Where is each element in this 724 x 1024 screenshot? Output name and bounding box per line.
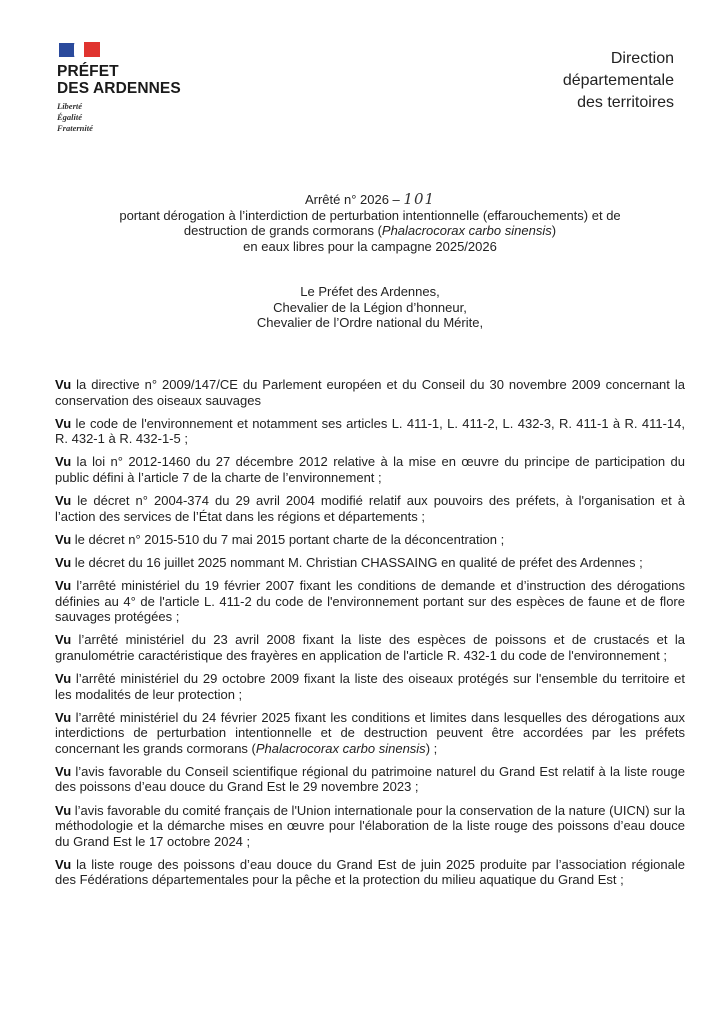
prefet-line2: Chevalier de la Légion d’honneur, [273, 299, 467, 315]
visa-item [55, 803, 685, 850]
issuing-direction [563, 48, 674, 114]
prefet-title-line1: PRÉFET [57, 63, 119, 80]
visa-text: le décret n° 2004-374 du 29 avril 2004 modifié relatif aux pouvoirs des préfets, à l'organisation et à l’action des services de l’État dans les régions et départements ; [55, 493, 685, 524]
visa-text: la directive n° 2009/147/CE du Parlement européen et du Conseil du 30 novembre 2009 concernant la conservation des oiseaux sauvages [55, 377, 685, 408]
motto-liberte: Liberté [57, 101, 83, 111]
visa-text: l’arrêté ministériel du 23 avril 2008 fixant la liste des espèces de poissons et de crustacés et la granulométrie caractéristique des frayères en application de l'article R. 432-1 du code de l'environnement ; [55, 632, 685, 663]
prefet-line1: Le Préfet des Ardennes, [300, 284, 440, 299]
visa-vu-label: Vu [55, 493, 72, 509]
visa-text: le code de l'environnement et notamment ses articles L. 411-1, L. 411-2, L. 432-3, R. 411-1 à R. 411-14, R. 432-1 à R. 432-1-5 ; [55, 415, 685, 447]
visa-item [55, 671, 685, 702]
visa-vu-label: Vu [55, 856, 72, 872]
motto-fraternite: Fraternité [57, 123, 93, 133]
visa-vu-label: Vu [55, 415, 72, 431]
visa-text: la liste rouge des poissons d’eau douce du Grand Est de juin 2025 produite par l’association régionale des Fédérations départementales pour la pêche et la protection du milieu aquatique du Grand Est ; [55, 856, 685, 888]
direction-line3: des territoires [577, 94, 674, 111]
visa-vu-label: Vu [55, 670, 72, 686]
visa-text: l’arrêté ministériel du 29 octobre 2009 fixant la liste des oiseaux protégés sur l'ensemble du territoire et les modalités de leur protection ; [55, 670, 685, 702]
visa-vu-label: Vu [55, 454, 72, 470]
flag-blue-band [59, 43, 75, 57]
subject-text-close: ) [551, 223, 557, 238]
visa-text: le décret du 16 juillet 2025 nommant M. Christian CHASSAING en qualité de préfet des Ardennes ; [71, 554, 643, 570]
prefecture-logo [57, 41, 181, 134]
arrete-heading [80, 192, 660, 254]
visa-vu-label: Vu [55, 632, 72, 648]
visa-item [55, 632, 685, 663]
species-name: Phalacrocorax carbo sinensis [381, 223, 552, 238]
visa-text: la loi n° 2012-1460 du 27 décembre 2012 relative à la mise en œuvre du principe de participation du public défini à l’article 7 de la charte de l’environnement ; [55, 454, 685, 485]
visa-item [55, 555, 685, 571]
visa-vu-label: Vu [55, 763, 72, 779]
prefet-title [57, 63, 181, 97]
visa-item [55, 416, 685, 447]
visa-text: l’avis favorable du Conseil scientifique régional du patrimoine naturel du Grand Est relatif à la liste rouge des poissons d’eau douce du Grand Est le 29 novembre 2023 ; [55, 763, 685, 795]
visa-item [55, 377, 685, 408]
marianne-profile-icon [74, 41, 84, 59]
arrete-number [80, 192, 660, 208]
visa-text: l’avis favorable du comité français de l'Union internationale pour la conservation de la nature (UICN) sur la méthodologie et la démarche mises en œuvre pour l'élaboration de la liste rouge des poissons d’eau douce du Grand Est le 17 octobre 2024 ; [55, 802, 685, 849]
prefet-line3: Chevalier de l’Ordre national du Mérite, [256, 315, 484, 330]
motto-egalite: Égalité [57, 112, 83, 122]
visa-vu-label: Vu [55, 577, 72, 593]
visa-vu-label: Vu [55, 554, 72, 570]
visa-text: l’arrêté ministériel du 19 février 2007 fixant les conditions de demande et d’instruction des dérogations définies au 4° de l'article L. 411-2 du code de l'environnement portant sur des espèces de faune et de flore sauvages protégées ; [55, 577, 685, 625]
arrete-number-handwritten: 101 [403, 190, 436, 208]
visas-list [55, 377, 685, 896]
arrete-subject-line1: portant dérogation à l’interdiction de perturbation intentionnelle (effarouchements) et de [119, 207, 621, 223]
visa-item [55, 578, 685, 625]
visa-item [55, 532, 685, 548]
french-flag-icon [57, 41, 101, 59]
visa-vu-label: Vu [55, 709, 72, 725]
species-name: Phalacrocorax carbo sinensis [255, 740, 426, 756]
flag-red-band [83, 42, 100, 57]
arrete-subject-line2 [80, 223, 660, 239]
visa-item [55, 454, 685, 485]
visa-vu-label: Vu [55, 531, 72, 547]
visa-item [55, 764, 685, 795]
direction-line2: départementale [562, 72, 674, 89]
visa-vu-label: Vu [55, 377, 72, 392]
visa-text-close: ) ; [425, 740, 438, 756]
visa-text: le décret n° 2015-510 du 7 mai 2015 portant charte de la déconcentration ; [71, 531, 505, 547]
arrete-number-prefix: Arrêté n° 2026 – [304, 192, 400, 207]
prefet-title-line2: DES ARDENNES [57, 80, 181, 97]
visa-vu-label: Vu [55, 802, 72, 818]
visa-item [55, 857, 685, 888]
visa-text: l’arrêté ministériel du 24 février 2025 fixant les conditions et limites dans lesquelles des dérogations aux interdictions de perturbation intentionnelle et de destruction peuvent être accordées par les préfets concernant les grands cormorans ( [55, 709, 685, 756]
prefet-qualities [200, 284, 540, 331]
visa-item [55, 493, 685, 524]
direction-line1: Direction [610, 50, 674, 67]
republic-motto [57, 101, 181, 134]
visa-item [55, 710, 685, 757]
arrete-subject-line3: en eaux libres pour la campagne 2025/2026 [243, 238, 497, 254]
subject-text: destruction de grands cormorans ( [183, 223, 382, 238]
